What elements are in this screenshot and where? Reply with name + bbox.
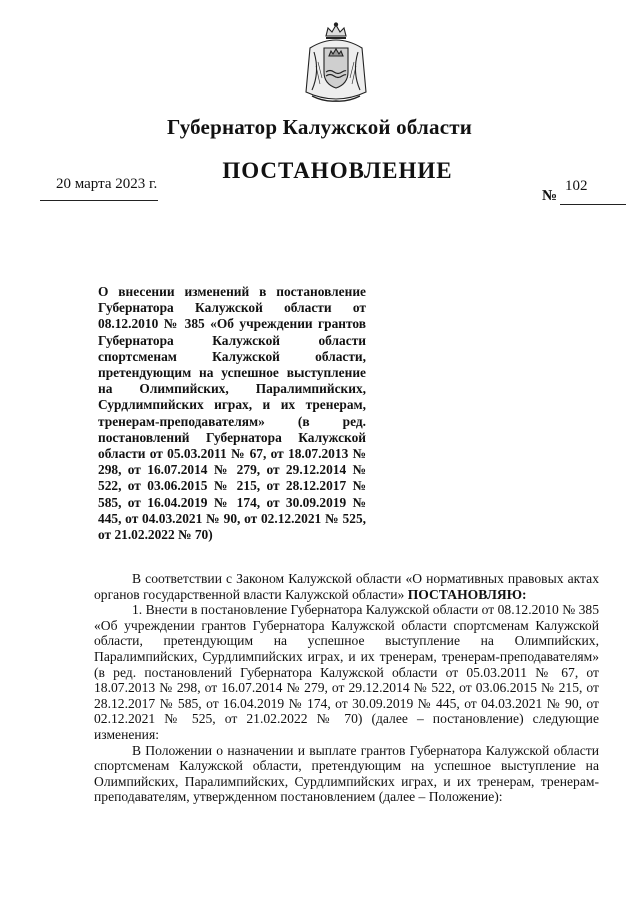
document-date: 20 марта 2023 г. — [56, 176, 158, 192]
number-sign: № — [542, 188, 558, 204]
document-subject: О внесении изменений в постановление Губернатора Калужской области от 08.12.2010 № 385 «Об учреждении грантов Губернатора Калужской области спортсменам Калужской области, претендующим на успешное выступление на Олимпийских, Паралимпийских, Сурдлимпийских играх, и их тренерам, тренерам-преподавателям» (в ред. постановлений Губернатора Калужской области от 05.03.2011 № 67, от 18.07.2013 № 298, от 16.07.2014 № 279, от 29.12.2014 № 522, от 03.06.2015 № 215, от 28.12.2017 № 585, от 16.04.2019 № 174, от 30.09.2019 № 445, от 04.03.2021 № 90, от 02.12.2021 № 525, от 21.02.2022 № 70) — [98, 284, 366, 543]
date-underline — [40, 200, 158, 201]
kaluga-coat-of-arms-icon — [300, 22, 372, 104]
preamble-paragraph — [94, 571, 599, 602]
decree-keyword: ПОСТАНОВЛЯЮ: — [407, 586, 527, 602]
issuing-authority: Губернатор Калужской области — [166, 115, 473, 139]
document-type-title: ПОСТАНОВЛЕНИЕ — [222, 158, 453, 183]
document-number: 102 — [565, 178, 588, 194]
preamble-text: В соответствии с Законом Калужской области «О нормативных правовых актах органов государственной власти Калужской области» — [94, 571, 599, 602]
number-underline — [560, 204, 626, 205]
item-1-paragraph: 1. Внести в постановление Губернатора Калужской области от 08.12.2010 № 385 «Об учреждении грантов Губернатора Калужской области спортсменам Калужской области, претендующим на успешное выступление на Олимпийских, Паралимпийских, Сурдлимпийских играх, и их тренерам, тренерам-преподавателям» (в ред. постановлений Губернатора Калужской области от 05.03.2011 № 67, от 18.07.2013 № 298, от 16.07.2014 № 279, от 29.12.2014 № 522, от 03.06.2015 № 215, от 28.12.2017 № 585, от 16.04.2019 № 174, от 30.09.2019 № 445, от 04.03.2021 № 90, от 02.12.2021 № 525, от 21.02.2022 № 70) (далее – постановление) следующие изменения: — [94, 602, 599, 742]
item-1-sub-paragraph: В Положении о назначении и выплате грантов Губернатора Калужской области спортсменам Калужской области, претендующим на успешное выступление на Олимпийских, Паралимпийских, Сурдлимпийских играх, и их тренерам, тренерам-преподавателям, утвержденном постановлением (далее – Положение): — [94, 742, 599, 805]
document-body — [94, 571, 599, 805]
